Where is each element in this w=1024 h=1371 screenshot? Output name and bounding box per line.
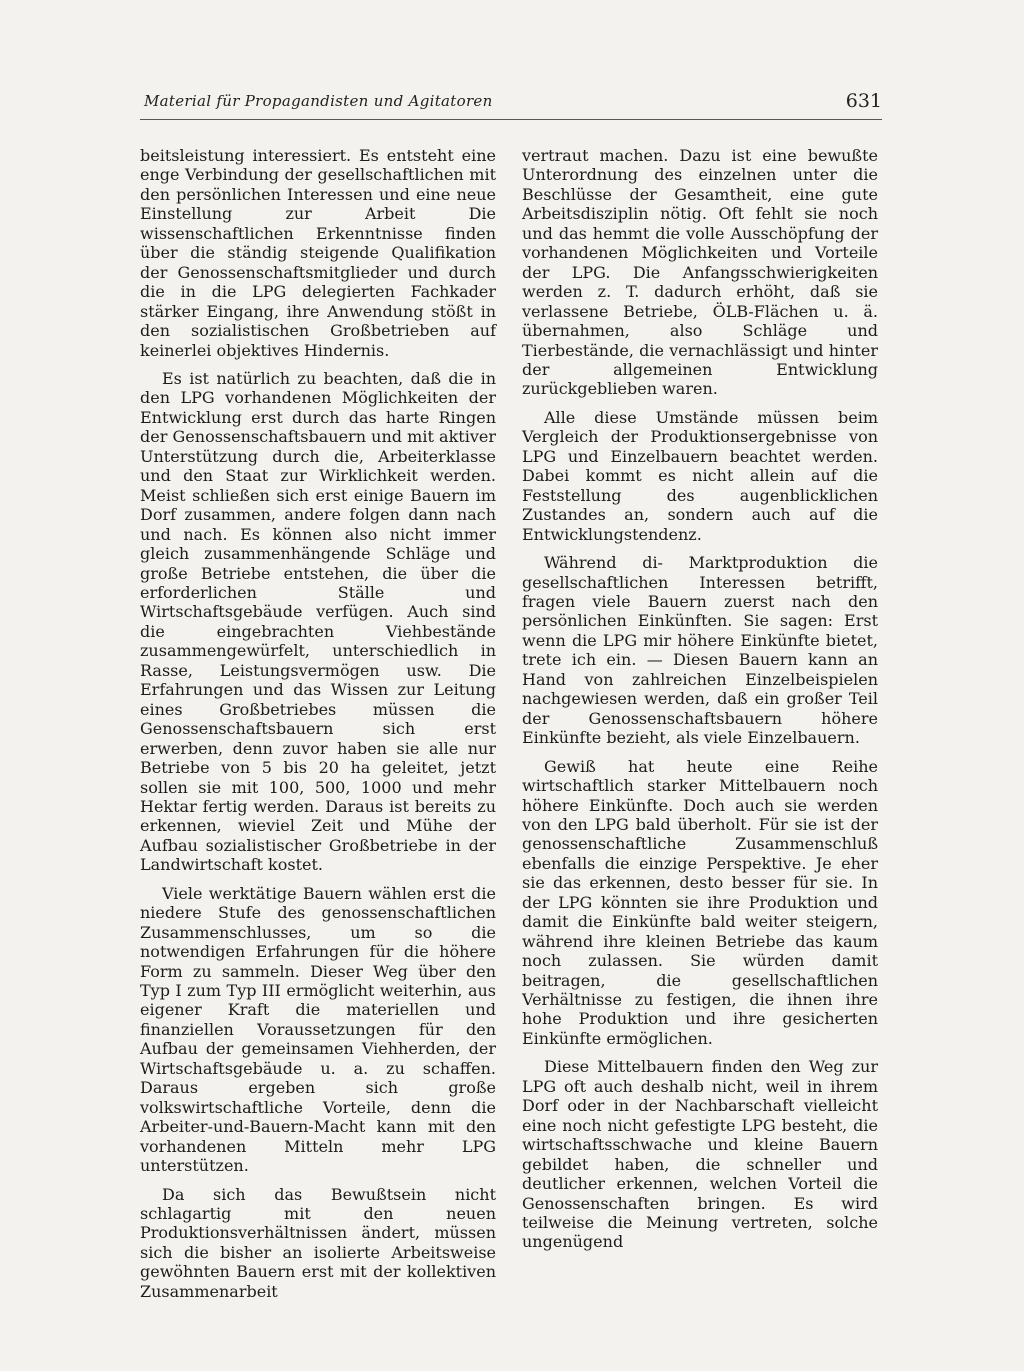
right-paragraph-5: Diese Mittelbauern finden den Weg zur LPG oft auch deshalb nicht, weil in ihrem Dorf oder in der Nachbarschaft vielleicht eine noch nicht gefestigte LPG besteht, die wirtschaftsschwache und kleine Bauern gebildet haben, die schneller und deutlicher erkennen, welchen Vorteil die Genossenschaften bringen. Es wird teilweise die Meinung vertreten, solche ungenügend <box>522 1057 878 1252</box>
right-paragraph-3: Während di- Marktproduktion die gesellschaftlichen Interessen betrifft, fragen viele Bauern zuerst nach den persönlichen Einkünften. Sie sagen: Erst wenn die LPG mir höhere Einkünfte bietet, trete ich ein. — Diesen Bauern kann an Hand von zahlreichen Einzelbeispielen nachgewiesen werden, daß ein großer Teil der Genossenschaftsbauern höhere Einkünfte bezieht, als viele Einzelbauern. <box>522 553 878 748</box>
left-column <box>140 146 496 1301</box>
page-number: 631 <box>845 90 882 112</box>
right-column <box>522 146 878 1252</box>
left-paragraph-3: Viele werktätige Bauern wählen erst die niedere Stufe des genossenschaftlichen Zusammenschlusses, um so die notwendigen Erfahrungen für die höhere Form zu sammeln. Dieser Weg über den Typ I zum Typ III ermöglicht weiterhin, aus eigener Kraft die materiellen und finanziellen Voraussetzungen für den Aufbau der gemeinsamen Viehherden, der Wirtschaftsgebäude u. a. zu schaffen. Daraus ergeben sich große volkswirtschaftliche Vorteile, denn die Arbeiter-und-Bauern-Macht kann mit den vorhandenen Mitteln mehr LPG unterstützen. <box>140 883 496 1176</box>
running-title: Material für Propagandisten und Agitatoren <box>144 92 493 110</box>
right-paragraph-2: Alle diese Umstände müssen beim Vergleich der Produktionsergebnisse von LPG und Einzelbauern beachtet werden. Dabei kommt es nicht allein auf die Feststellung des augenblicklichen Zustandes an, sondern auch auf die Entwicklungstendenz. <box>522 407 878 544</box>
left-paragraph-1: beitsleistung interessiert. Es entsteht eine enge Verbindung der gesellschaftlichen mit den persönlichen Interessen und eine neue Einstellung zur Arbeit Die wissenschaftlichen Erkenntnisse finden über die ständig steigende Qualifikation der Genossenschaftsmitglieder und durch die in die LPG delegierten Fachkader stärker Eingang, ihre Anwendung stößt in den sozialistischen Großbetrieben auf keinerlei objektives Hindernis. <box>140 146 496 360</box>
header-rule <box>140 119 882 120</box>
running-head <box>144 90 882 118</box>
left-paragraph-4: Da sich das Bewußtsein nicht schlagartig mit den neuen Produktionsverhältnissen ändert, müssen sich die bisher an isolierte Arbeitsweise gewöhnten Bauern erst mit der kollektiven Zusammenarbeit <box>140 1184 496 1301</box>
left-paragraph-2: Es ist natürlich zu beachten, daß die in den LPG vorhandenen Möglichkeiten der Entwicklung erst durch das harte Ringen der Genossenschaftsbauern und mit aktiver Unterstützung durch die, Arbeiterklasse und den Staat zur Wirklichkeit werden. Meist schließen sich erst einige Bauern im Dorf zusammen, andere folgen dann nach und nach. Es können also nicht immer gleich zusammenhängende Schläge und große Betriebe entstehen, die über die erforderlichen Ställe und Wirtschaftsgebäude verfügen. Auch sind die eingebrachten Viehbestände zusammengewürfelt, unterschiedlich in Rasse, Leistungsvermögen usw. Die Erfahrungen und das Wissen zur Leitung eines Großbetriebes müssen die Genossenschaftsbauern sich erst erwerben, denn zuvor haben sie alle nur Betriebe von 5 bis 20 ha geleitet, jetzt sollen sie mit 100, 500, 1000 und mehr Hektar fertig werden. Daraus ist bereits zu erkennen, wieviel Zeit und Mühe der Aufbau sozialistischer Großbetriebe in der Landwirtschaft kostet. <box>140 368 496 875</box>
column-divider <box>509 146 510 1226</box>
right-paragraph-1: vertraut machen. Dazu ist eine bewußte Unterordnung des einzelnen unter die Beschlüsse der Gesamtheit, eine gute Arbeitsdisziplin nötig. Oft fehlt sie noch und das hemmt die volle Ausschöpfung der vorhandenen Möglichkeiten und Vorteile der LPG. Die Anfangsschwierigkeiten werden z. T. dadurch erhöht, daß sie verlassene Betriebe, ÖLB-Flächen u. ä. übernahmen, also Schläge und Tierbestände, die vernachlässigt und hinter der allgemeinen Entwicklung zurückgeblieben waren. <box>522 146 878 399</box>
right-paragraph-4: Gewiß hat heute eine Reihe wirtschaftlich starker Mittelbauern noch höhere Einkünfte. Doch auch sie werden von den LPG bald überholt. Für sie ist der genossenschaftliche Zusammenschluß ebenfalls die einzige Perspektive. Je eher sie das erkennen, desto besser für sie. In der LPG könnten sie ihre Produktion und damit die Einkünfte bald weiter steigern, während ihre kleinen Betriebe das kaum noch zulassen. Sie würden damit beitragen, die gesellschaftlichen Verhältnisse zu festigen, die ihnen ihre hohe Produktion und ihre gesicherten Einkünfte ermöglichen. <box>522 756 878 1048</box>
